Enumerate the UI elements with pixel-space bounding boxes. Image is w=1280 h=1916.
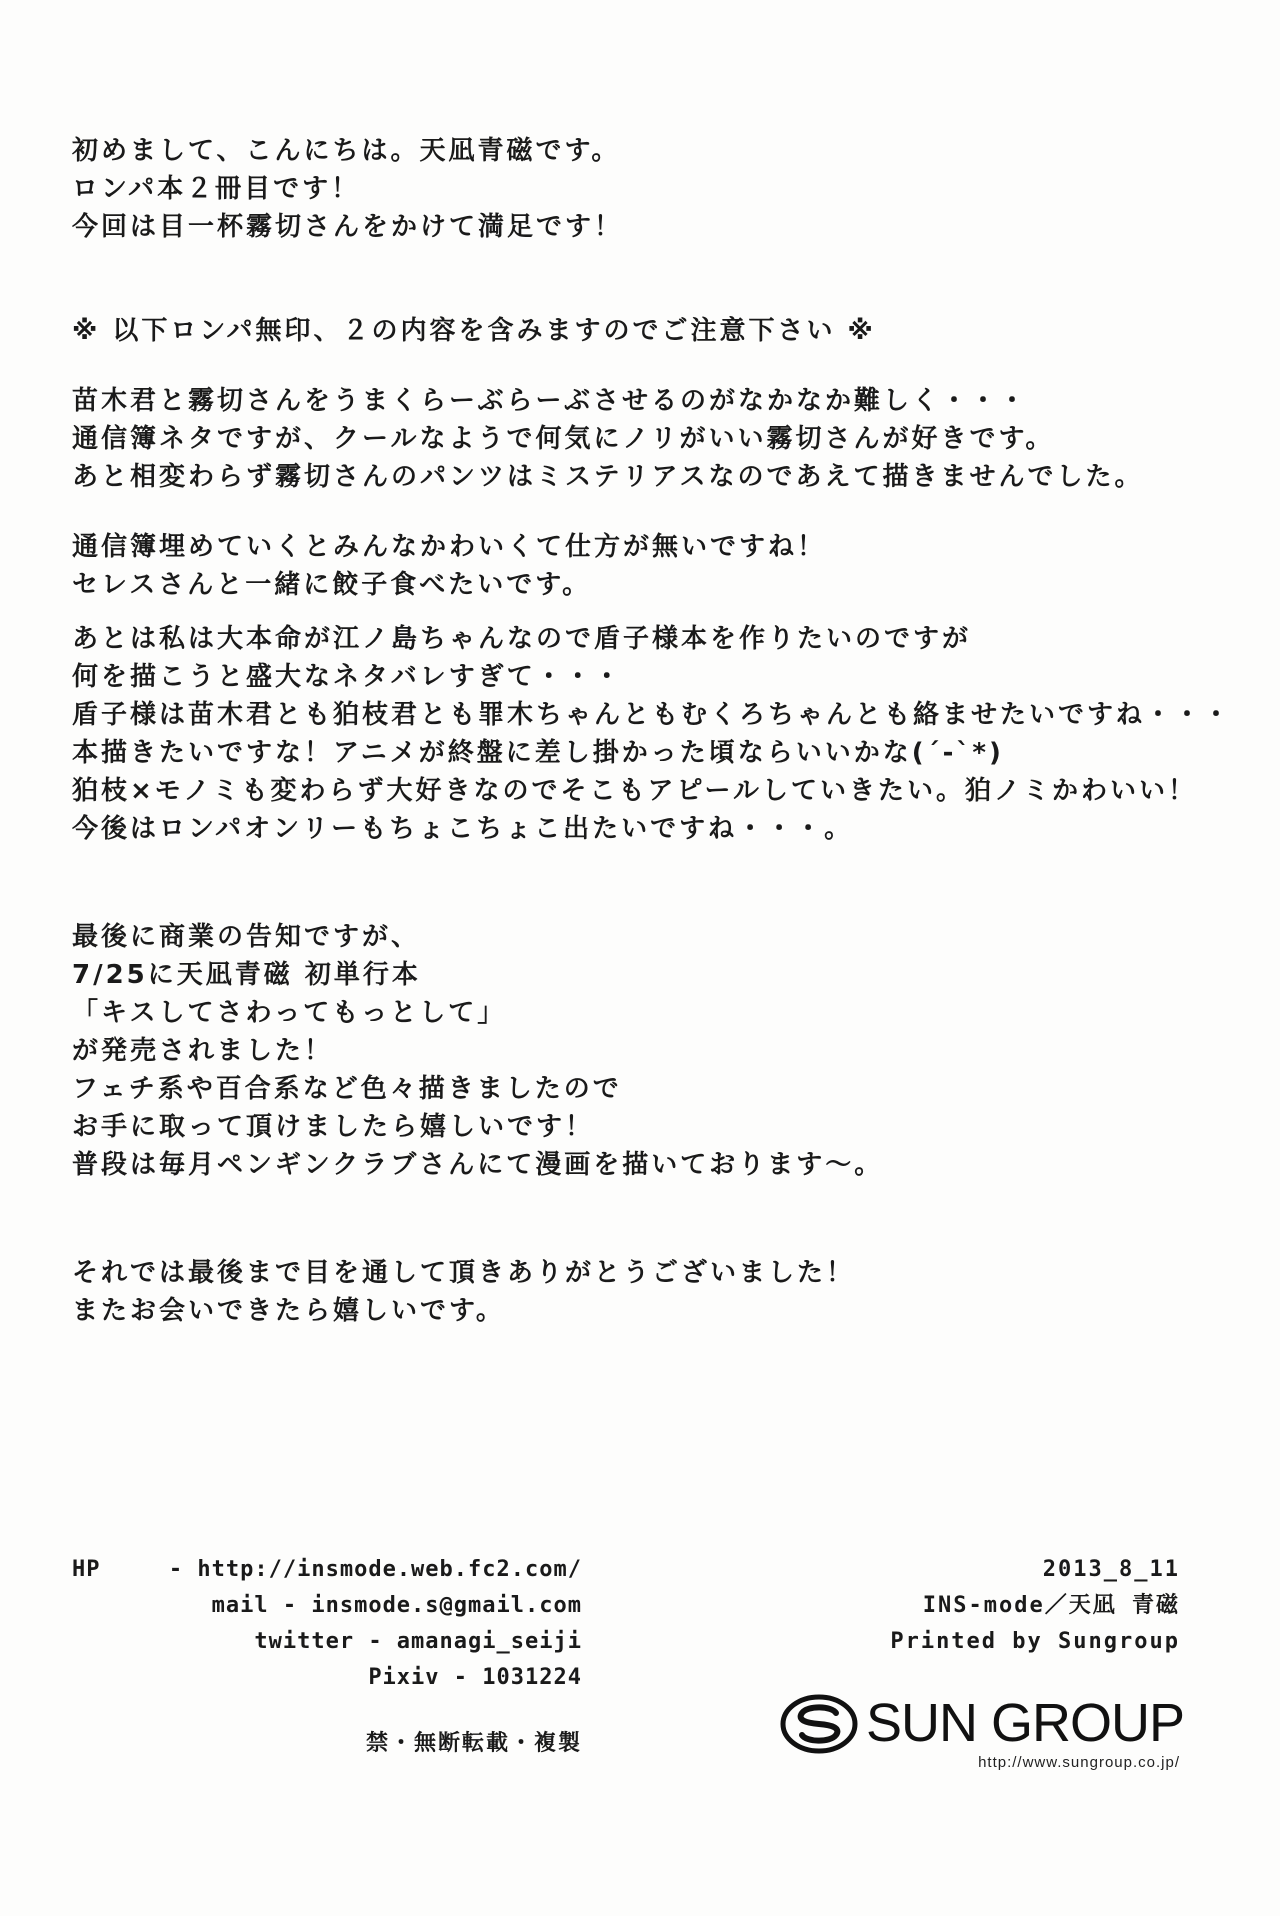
text-line: またお会いできたら嬉しいです。	[72, 1296, 505, 1326]
text-line: 本描きたいですな！アニメが終盤に差し掛かった頃ならいいかな(´-`*)	[72, 738, 1004, 768]
paragraph-closing	[72, 1254, 1192, 1330]
paragraph-greeting	[72, 132, 1192, 246]
contact-mail	[72, 1588, 582, 1624]
contact-twitter	[72, 1624, 582, 1660]
paragraph-junko	[72, 620, 1233, 848]
paragraph-report-card	[72, 528, 1192, 604]
text-line: 「キスしてさわってもっとして」	[72, 998, 507, 1028]
text-line: 初めまして、こんにちは。天凪青磁です。	[72, 136, 621, 166]
contact-hp	[72, 1552, 582, 1588]
logo-url[interactable]: http://www.sungroup.co.jp/	[978, 1754, 1180, 1771]
hp-label: HP	[72, 1557, 101, 1582]
text-line: あとは私は大本命が江ノ島ちゃんなので盾子様本を作りたいのですが	[72, 624, 972, 654]
text-line: セレスさんと一緒に餃子食べたいです。	[72, 570, 592, 600]
hp-link[interactable]: - http://insmode.web.fc2.com/	[168, 1557, 582, 1582]
contact-info	[72, 1552, 582, 1762]
twitter-handle[interactable]: twitter - amanagi_seiji	[254, 1629, 582, 1654]
printer-credit: Printed by Sungroup	[890, 1629, 1180, 1654]
text-line: 何を描こうと盛大なネタバレすぎて・・・	[72, 662, 623, 692]
sun-group-logo-icon	[780, 1694, 858, 1754]
circle-author: INS-mode／天凪 青磁	[922, 1593, 1180, 1618]
pixiv-id[interactable]: Pixiv - 1031224	[368, 1665, 582, 1690]
text-line: 今後はロンパオンリーもちょこちょこ出たいですね・・・。	[72, 814, 854, 844]
text-line: それでは最後まで目を通して頂きありがとうございました！	[72, 1258, 856, 1288]
text-line: 狛枝×モノミも変わらず大好きなのでそこもアピールしていきたい。狛ノミかわいい！	[72, 776, 1197, 806]
paragraph-spoiler-warning	[72, 312, 1192, 350]
text-line: 普段は毎月ペンギンクラブさんにて漫画を描いております〜。	[72, 1150, 884, 1180]
text-line: お手に取って頂けましたら嬉しいです！	[72, 1112, 595, 1142]
text-line: 最後に商業の告知ですが、	[72, 922, 421, 952]
text-line: 通信簿ネタですが、クールなようで何気にノリがいい霧切さんが好きです。	[72, 424, 1055, 454]
text-line: ※ 以下ロンパ無印、２の内容を含みますのでご注意下さい ※	[72, 316, 876, 346]
paragraph-kirigiri	[72, 382, 1192, 496]
text-line: 盾子様は苗木君とも狛枝君とも罪木ちゃんともむくろちゃんとも絡ませたいですね・・・	[72, 700, 1233, 730]
sun-group-logo	[780, 1690, 1185, 1778]
text-line: ロンパ本２冊目です！	[72, 174, 361, 204]
afterword-body	[72, 132, 1233, 1330]
text-line: 通信簿埋めていくとみんなかわいくて仕方が無いですね！	[72, 532, 827, 562]
colophon	[760, 1552, 1180, 1660]
text-line: フェチ系や百合系など色々描きましたので	[72, 1074, 622, 1104]
paragraph-announcement	[72, 918, 1192, 1184]
reproduction-notice: 禁・無断転載・複製	[365, 1731, 582, 1756]
contact-pixiv	[72, 1660, 582, 1696]
text-line: あと相変わらず霧切さんのパンツはミステリアスなのであえて描きませんでした。	[72, 462, 1144, 492]
text-line: 7/25に天凪青磁 初単行本	[72, 960, 421, 990]
publish-date: 2013_8_11	[1042, 1557, 1180, 1582]
mail-link[interactable]: mail - insmode.s@gmail.com	[211, 1593, 582, 1618]
text-line: が発売されました！	[72, 1036, 334, 1066]
text-line: 苗木君と霧切さんをうまくらーぶらーぶさせるのがなかなか難しく・・・	[72, 386, 1028, 416]
logo-wordmark: SUN GROUP	[866, 1693, 1185, 1753]
text-line: 今回は目一杯霧切さんをかけて満足です！	[72, 212, 624, 242]
